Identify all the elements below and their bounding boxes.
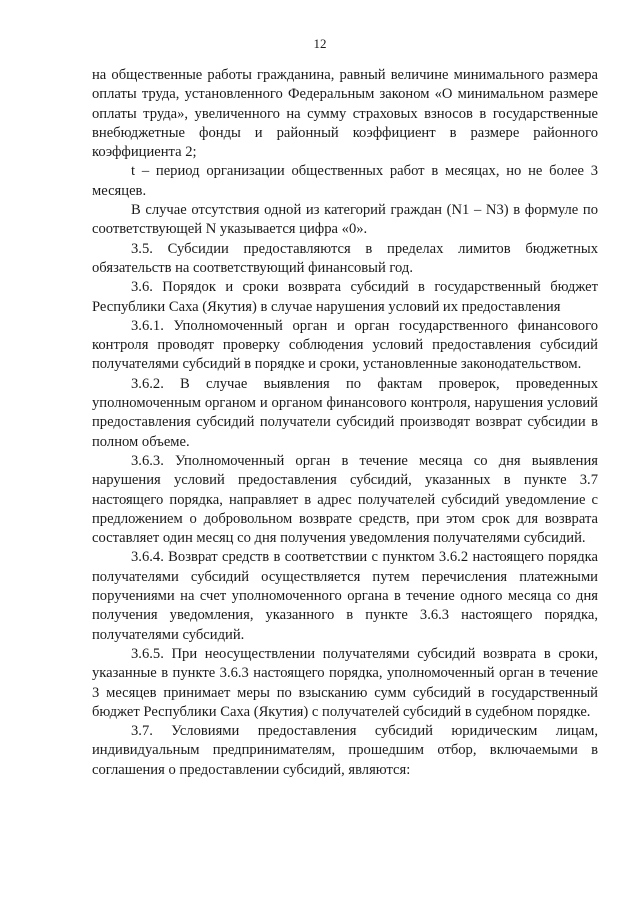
paragraph-3-6-3: 3.6.3. Уполномоченный орган в течение месяца со дня выявления нарушения условий предоставления субсидий, указанных в пункте 3.7 настоящего порядка, направляет в адрес получателей субсидий уведомление с предложением о добровольном возврате средств, при этом срок для возврата составляет один месяц со дня получения уведомления получателями субсидий.	[92, 452, 598, 547]
paragraph-3-6: 3.6. Порядок и сроки возврата субсидий в государственный бюджет Республики Саха (Якутия) в случае нарушения условий их предоставления	[92, 279, 598, 315]
paragraph-3-6-1: 3.6.1. Уполномоченный орган и орган государственного финансового контроля проводят проверку соблюдения условий предоставления субсидий получателями субсидий в порядке и сроки, установленные законодательством.	[92, 317, 598, 373]
paragraph-3-5: 3.5. Субсидии предоставляются в пределах лимитов бюджетных обязательств на соответствующий финансовый год.	[92, 240, 598, 276]
paragraph-continuation: на общественные работы гражданина, равный величине минимального размера оплаты труда, установленного Федеральным законом «О минимальном размере оплаты труда», увеличенного на сумму страховых взносов в государственные внебюджетные фонды и районный коэффициент в размере районного коэффициента 2;	[92, 67, 598, 161]
paragraph-3-6-4: 3.6.4. Возврат средств в соответствии с пунктом 3.6.2 настоящего порядка получателями субсидий осуществляется путем перечисления платежными поручениями на счет уполномоченного органа в течение одного месяца со дня получения уведомления, указанного в пункте 3.6.3 настоящего порядка, получателями субсидий.	[92, 549, 598, 643]
paragraph-missing-category: В случае отсутствия одной из категорий граждан (N1 – N3) в формуле по соответствующей N указывается цифра «0».	[92, 202, 598, 238]
paragraph-3-7: 3.7. Условиями предоставления субсидий юридическим лицам, индивидуальным предпринимателям, прошедшим отбор, включаемыми в соглашения о предоставлении субсидий, являются:	[92, 723, 598, 778]
page-number: 12	[313, 36, 327, 51]
paragraph-3-6-5: 3.6.5. При неосуществлении получателями субсидий возврата в сроки, указанные в пункте 3.6.3 настоящего порядка, уполномоченный орган в течение 3 месяцев принимает меры по взысканию сумм субсидий в государственный бюджет Республики Саха (Якутия) с получателей субсидий в судебном порядке.	[92, 645, 598, 720]
document-body	[92, 66, 598, 780]
paragraph-3-6-2: 3.6.2. В случае выявления по фактам проверок, проведенных уполномоченным органом и органом финансового контроля, нарушения условий предоставления субсидий получатели субсидий производят возврат субсидии в полном объеме.	[92, 375, 598, 450]
paragraph-t-definition: t – период организации общественных работ в месяцах, но не более 3 месяцев.	[92, 163, 598, 199]
